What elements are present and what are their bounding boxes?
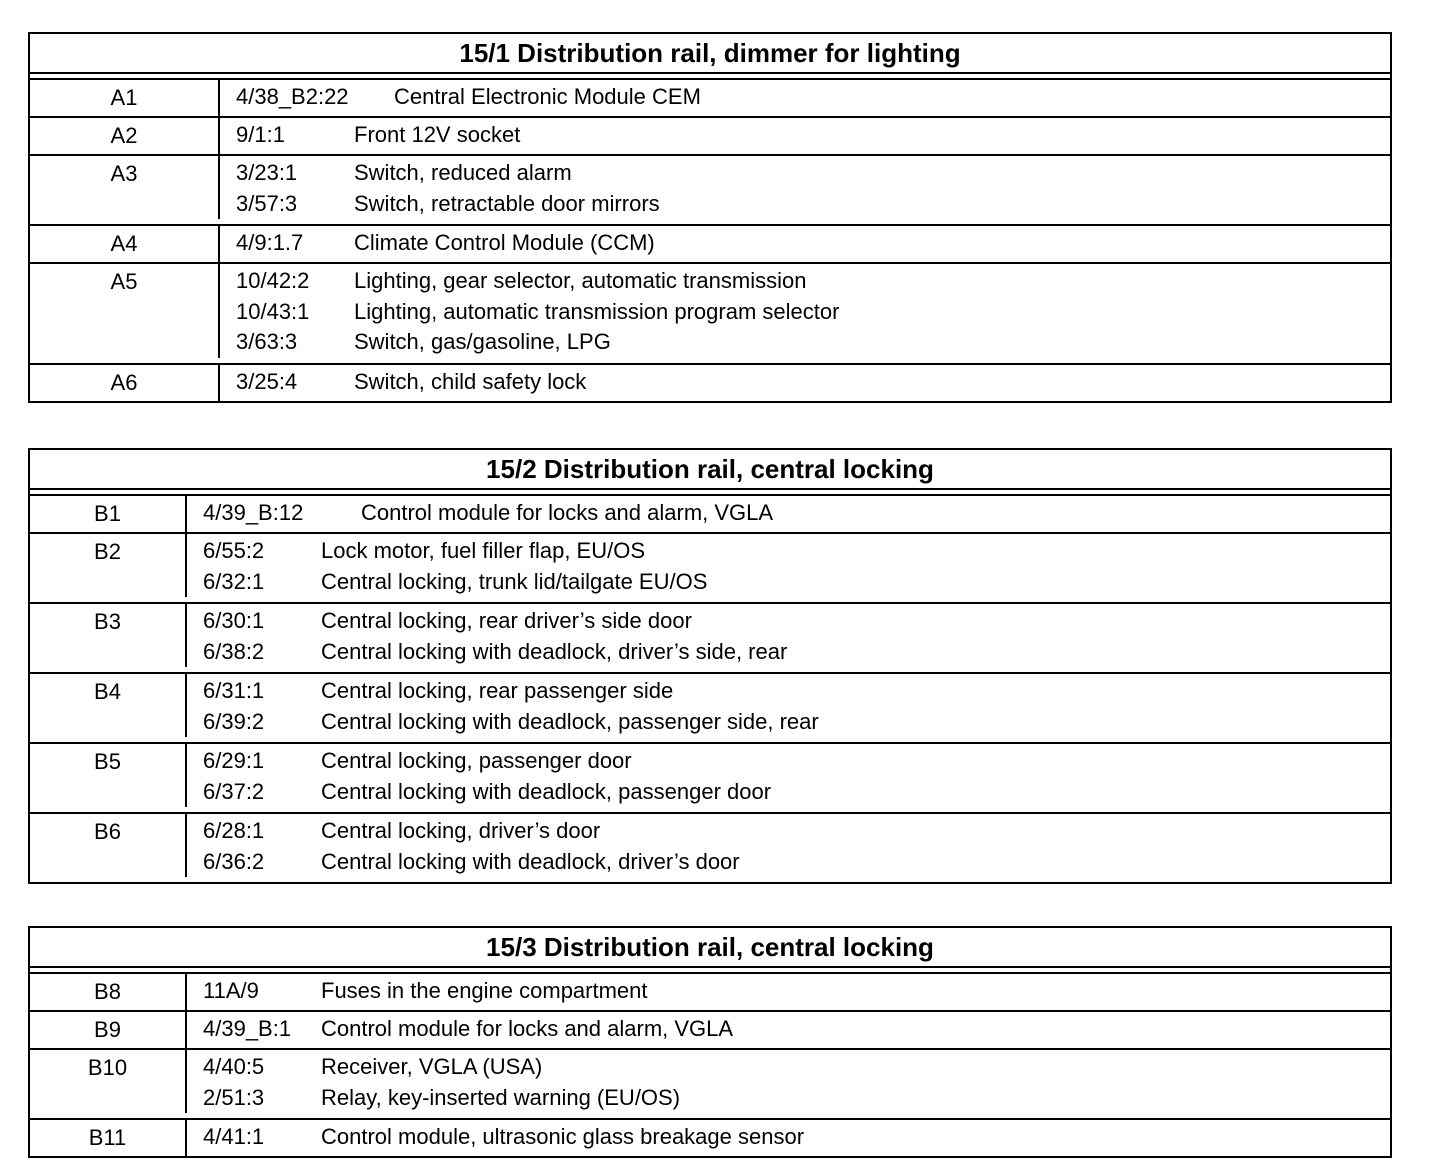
connector-code: 6/36:2 xyxy=(203,848,265,874)
table-row xyxy=(30,974,1390,1010)
pin-label: B5 xyxy=(30,744,187,807)
pin-label: A1 xyxy=(30,80,220,116)
table-row xyxy=(30,1048,1390,1118)
component-description: Control module for locks and alarm, VGLA xyxy=(361,500,774,525)
connector-code: 11A/9 xyxy=(203,978,259,1003)
connector-code: 3/25:4 xyxy=(236,368,298,394)
connector-code: 4/39_B:1 xyxy=(203,1016,292,1041)
connector-code: 6/30:1 xyxy=(203,608,265,633)
connector-code: 3/23:1 xyxy=(236,160,298,185)
component-description: Switch, reduced alarm xyxy=(354,160,572,185)
fuse-table-15-1 xyxy=(28,32,1392,403)
component-description: Front 12V socket xyxy=(354,122,521,147)
connector-code: 4/40:5 xyxy=(203,1054,265,1079)
table-row xyxy=(30,1118,1390,1156)
connector-code: 9/1:1 xyxy=(236,122,285,147)
pin-label: A2 xyxy=(30,118,220,154)
connector-code: 6/29:1 xyxy=(203,748,265,773)
fuse-table-15-2 xyxy=(28,448,1392,884)
pin-label: B2 xyxy=(30,534,187,597)
pin-label: B3 xyxy=(30,604,187,667)
pin-label: A3 xyxy=(30,156,220,219)
component-description: Central locking, driver’s door xyxy=(321,818,601,843)
component-description: Switch, gas/gasoline, LPG xyxy=(354,329,611,354)
table-title: 15/3 Distribution rail, central locking xyxy=(30,928,1390,968)
component-description: Lock motor, fuel filler flap, EU/OS xyxy=(321,538,646,563)
table-row xyxy=(30,116,1390,154)
component-description: Control module for locks and alarm, VGLA xyxy=(321,1016,734,1041)
fuse-table-15-3 xyxy=(28,926,1392,1158)
table-row xyxy=(30,496,1390,532)
connector-code: 3/63:3 xyxy=(236,329,298,354)
pin-label: B11 xyxy=(30,1120,187,1156)
connector-code: 10/43:1 xyxy=(236,298,310,324)
component-description: Central locking, rear passenger side xyxy=(321,678,674,703)
component-description: Central Electronic Module CEM xyxy=(394,84,701,109)
table-title: 15/2 Distribution rail, central locking xyxy=(30,450,1390,490)
component-description: Central locking with deadlock, passenger side, rear xyxy=(321,708,819,734)
component-description: Central locking, passenger door xyxy=(321,748,632,773)
component-description: Lighting, automatic transmission program selector xyxy=(354,298,840,324)
component-description: Control module, ultrasonic glass breakage sensor xyxy=(321,1124,805,1149)
pin-label: B1 xyxy=(30,496,187,532)
connector-code: 6/55:2 xyxy=(203,538,265,563)
component-description: Receiver, VGLA (USA) xyxy=(321,1054,543,1079)
connector-code: 4/9:1.7 xyxy=(236,230,304,255)
table-title: 15/1 Distribution rail, dimmer for lighting xyxy=(30,34,1390,74)
component-description: Fuses in the engine compartment xyxy=(321,978,648,1003)
table-row xyxy=(30,812,1390,882)
table-row xyxy=(30,532,1390,602)
connector-code: 6/28:1 xyxy=(203,818,265,843)
connector-code: 3/57:3 xyxy=(236,190,298,216)
connector-code: 6/37:2 xyxy=(203,778,265,804)
pin-label: B8 xyxy=(30,974,187,1010)
table-row xyxy=(30,363,1390,401)
pin-label: B9 xyxy=(30,1012,187,1048)
component-description: Central locking with deadlock, driver’s side, rear xyxy=(321,638,788,664)
component-description: Central locking, trunk lid/tailgate EU/OS xyxy=(321,568,708,594)
connector-code: 6/39:2 xyxy=(203,708,265,734)
component-description: Switch, retractable door mirrors xyxy=(354,190,660,216)
component-description: Central locking, rear driver’s side door xyxy=(321,608,692,633)
table-row xyxy=(30,80,1390,116)
table-row xyxy=(30,154,1390,224)
component-description: Switch, child safety lock xyxy=(354,368,587,394)
pin-label: A6 xyxy=(30,365,220,401)
component-description: Relay, key-inserted warning (EU/OS) xyxy=(321,1084,681,1110)
table-row xyxy=(30,672,1390,742)
connector-code: 2/51:3 xyxy=(203,1084,265,1110)
connector-code: 4/41:1 xyxy=(203,1124,265,1149)
connector-code: 10/42:2 xyxy=(236,268,310,293)
component-description: Central locking with deadlock, driver’s door xyxy=(321,848,740,874)
component-description: Lighting, gear selector, automatic transmission xyxy=(354,268,807,293)
connector-code: 4/38_B2:22 xyxy=(236,84,349,109)
table-row xyxy=(30,1010,1390,1048)
pin-label: A4 xyxy=(30,226,220,262)
pin-label: B4 xyxy=(30,674,187,737)
table-row xyxy=(30,224,1390,262)
connector-code: 6/32:1 xyxy=(203,568,265,594)
pin-label: A5 xyxy=(30,264,220,358)
component-description: Climate Control Module (CCM) xyxy=(354,230,655,255)
pin-label: B6 xyxy=(30,814,187,877)
table-row xyxy=(30,262,1390,363)
table-row xyxy=(30,602,1390,672)
pin-label: B10 xyxy=(30,1050,187,1113)
table-row xyxy=(30,742,1390,812)
component-description: Central locking with deadlock, passenger door xyxy=(321,778,772,804)
connector-code: 4/39_B:12 xyxy=(203,500,304,525)
connector-code: 6/38:2 xyxy=(203,638,265,664)
connector-code: 6/31:1 xyxy=(203,678,265,703)
